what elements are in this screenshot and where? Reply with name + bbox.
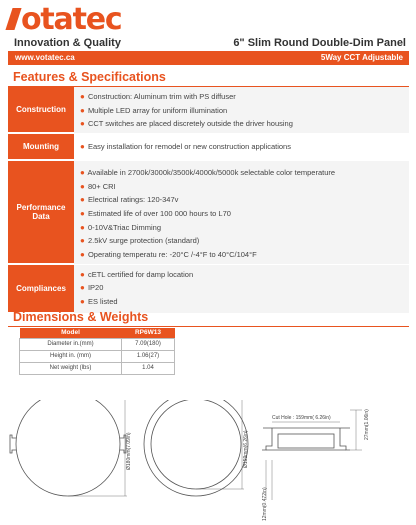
table-header-row xyxy=(20,328,175,338)
table-row xyxy=(20,350,175,362)
table-header: RP6W13 xyxy=(122,328,175,338)
spec-item: ● ES listed xyxy=(80,296,118,306)
spec-item: ● Available in 2700k/3000k/3500k/4000k/5000k selectable color temperature xyxy=(80,168,336,178)
spec-item: ● Electrical ratings: 120-347v xyxy=(80,195,179,205)
spec-item: ● Easy installation for remodel or new construction applications xyxy=(80,142,291,152)
spec-item: ● Multiple LED array for uniform illumination xyxy=(80,105,228,115)
table-row xyxy=(20,338,175,350)
table-cell: 7.09(180) xyxy=(122,338,175,350)
info-bar xyxy=(8,51,409,65)
spec-label: Performance Data xyxy=(8,161,74,264)
brand-name: otatec xyxy=(21,2,122,37)
thickness-label: 12mm(0.472in) xyxy=(262,487,268,521)
spec-item: ● cETL certified for damp location xyxy=(80,269,194,279)
features-title: Features & Specifications xyxy=(13,70,166,84)
spec-label: Compliances xyxy=(8,265,74,313)
cut-hole-label: Cut Hole : 159mm( 6.26in) xyxy=(272,415,331,421)
inner-diameter-label: Ø159mm(6.26in) xyxy=(243,430,249,468)
website-url: www.votatec.ca xyxy=(15,53,75,62)
spec-item: ● IP20 xyxy=(80,283,104,293)
table-cell: 1.04 xyxy=(122,362,175,374)
dimensions-rule xyxy=(8,326,409,327)
table-row xyxy=(20,362,175,374)
front-view-drawing xyxy=(144,400,248,496)
technical-drawings xyxy=(0,400,416,525)
spec-row-construction xyxy=(8,87,409,134)
brand-logo xyxy=(9,2,121,38)
table-cell: Diameter in.(mm) xyxy=(20,338,122,350)
spec-item: ● Estimated life of over 100 000 hours to L70 xyxy=(80,208,231,218)
spec-item: ● 80+ CRI xyxy=(80,181,116,191)
spec-item: ● 0-10V&Triac Dimming xyxy=(80,222,162,232)
dimensions-table xyxy=(19,328,175,375)
outer-diameter-label: Ø180mm(7.09in) xyxy=(126,432,132,470)
spec-table xyxy=(8,87,409,314)
dimensions-title: Dimensions & Weights xyxy=(13,310,149,324)
table-cell: Net weight (lbs) xyxy=(20,362,122,374)
table-cell: 1.06(27) xyxy=(122,350,175,362)
variant-label: 5Way CCT Adjustable xyxy=(320,53,403,62)
spec-item: ● CCT switches are placed discretely outside the driver housing xyxy=(80,119,293,129)
spec-row-mounting xyxy=(8,134,409,161)
table-cell: Height in. (mm) xyxy=(20,350,122,362)
side-profile-drawing xyxy=(262,410,362,500)
spec-item: ● Construction: Aluminum trim with PS diffuser xyxy=(80,92,236,101)
spec-row-compliances xyxy=(8,265,409,314)
height-label: 27mm(1.06in) xyxy=(364,409,370,440)
logo-v-mark xyxy=(5,8,21,30)
product-title: 6" Slim Round Double-Dim Panel xyxy=(233,37,406,49)
spec-item: ● 2.5kV surge protection (standard) xyxy=(80,236,200,246)
spec-row-performance xyxy=(8,161,409,265)
spec-item: ● Operating temperatu re: -20°C /-4°F to 40°C/104°F xyxy=(80,249,257,259)
spec-label: Mounting xyxy=(8,134,74,160)
tagline: Innovation & Quality xyxy=(14,37,121,49)
outer-view-drawing xyxy=(10,400,127,496)
table-header: Model xyxy=(20,328,122,338)
spec-label: Construction xyxy=(8,87,74,133)
